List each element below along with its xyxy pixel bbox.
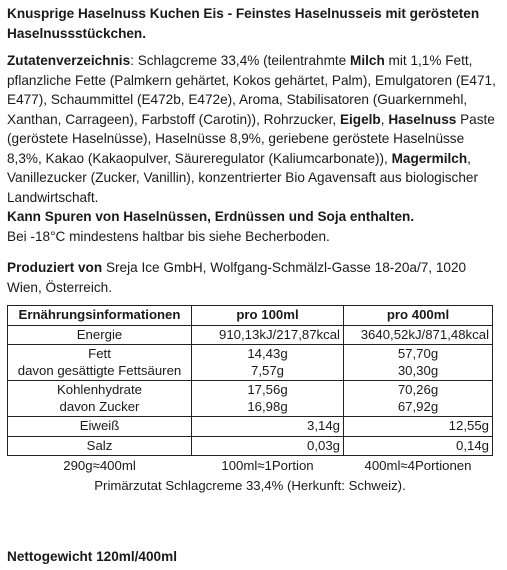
row-label: Eiweiß [8,417,192,437]
portion-weight: 290g≈400ml [63,458,136,473]
primary-ingredient-row [8,476,493,496]
table-row [8,345,493,381]
ingredients-text-3: , [380,111,389,127]
value-100ml: 3,14g [192,417,344,437]
value-400ml: 12,55g [344,417,493,437]
storage-note: Bei -18°C mindestens haltbar bis siehe Becherboden. [7,228,330,244]
portion-row [8,456,493,476]
value-100ml: 16,98g [247,398,288,414]
ingredients-text-1: : Schlagcreme 33,4% (teilentrahmte [130,53,351,68]
row-label: davon gesättigte Fettsäuren [17,362,182,378]
net-weight: Nettogewicht 120ml/400ml [7,549,177,564]
value-400ml-group [344,381,493,417]
value-100ml: 17,56g [247,382,288,397]
value-400ml: 30,30g [397,362,439,378]
row-label: davon Zucker [59,398,140,414]
allergen-milch: Milch [350,53,385,68]
producer-info [7,258,499,297]
product-title: Knusprige Haselnuss Kuchen Eis - Feinstes Haselnusseis mit gerösteten Haselnussstückchen. [7,6,480,41]
row-label-group [8,345,192,381]
value-100ml: 14,43g [247,346,288,361]
row-label: Salz [8,436,192,456]
table-header-row [8,306,493,326]
value-400ml: 67,92g [397,398,439,414]
row-label: Energie [8,325,192,345]
nutrition-table [7,305,493,495]
producer-address: Sreja Ice GmbH, Wolfgang-Schmälzl-Gasse 18-20a/7, 1020 Wien, Österreich. [7,260,467,295]
ingredients-section [7,51,499,246]
value-400ml: 57,70g [397,346,439,361]
ingredients-text-4: Paste (geröstete Haselnüsse), Haselnüsse 8,9%, geriebene geröstete Haselnüsse 8,3%, Kakao (Kakaopulver, Säureregulator (Kaliumcarbonate)), [7,111,495,166]
ingredients-text-2: mit 1,1% Fett, pflanzliche Fette (Palmkern gehärtet, Kokos gehärtet, Palm), Emulgatoren (E471, E477), Schaummittel (E472b, E472e), Aroma, Stabilisatoren (Guarkernmehl, Xanthan, Carrageen), Farbstoff (Carotin)), Rohrzucker, [7,53,496,127]
value-100ml-group [192,381,344,417]
portion-400ml: 400ml≈4Portionen [364,458,472,473]
allergen-eigelb: Eigelb [339,111,381,127]
column-header: pro 400ml [344,306,493,326]
producer-label: Produziert von [7,260,103,275]
primary-ingredient: Primärzutat Schlagcreme 33,4% (Herkunft: Schweiz). [94,477,406,493]
row-label-group [8,381,192,417]
allergen-warning-text: Kann Spuren von Haselnüssen, Erdnüssen und Soja enthalten. [7,209,415,224]
column-header: pro 100ml [192,306,344,326]
table-row [8,436,493,456]
ingredients-list [7,51,499,207]
value-400ml: 3640,52kJ/871,48kcal [344,325,493,345]
allergen-haselnuss: Haselnuss [388,111,457,127]
value-100ml: 0,03g [192,436,344,456]
value-100ml-group [192,345,344,381]
row-label: Kohlenhydrate [56,382,143,397]
value-100ml: 910,13kJ/217,87kcal [192,325,344,345]
allergen-magermilch: Magermilch [391,150,468,166]
value-400ml: 0,14g [344,436,493,456]
value-400ml-group [344,345,493,381]
row-label: Fett [88,346,111,361]
table-row [8,417,493,437]
column-header: Ernährungsinformationen [8,306,192,326]
table-row [8,325,493,345]
ingredients-text-5: , Vanillezucker (Zucker, Vanillin), konzentrierter Bio Agavensaft aus biologischer Landwirtschaft. [7,150,478,205]
table-row [8,381,493,417]
value-100ml: 7,57g [250,362,284,378]
allergen-warning [7,207,499,227]
ingredients-label: Zutatenverzeichnis [7,53,131,68]
portion-100ml: 100ml≈1Portion [221,458,314,473]
value-400ml: 70,26g [397,382,439,397]
